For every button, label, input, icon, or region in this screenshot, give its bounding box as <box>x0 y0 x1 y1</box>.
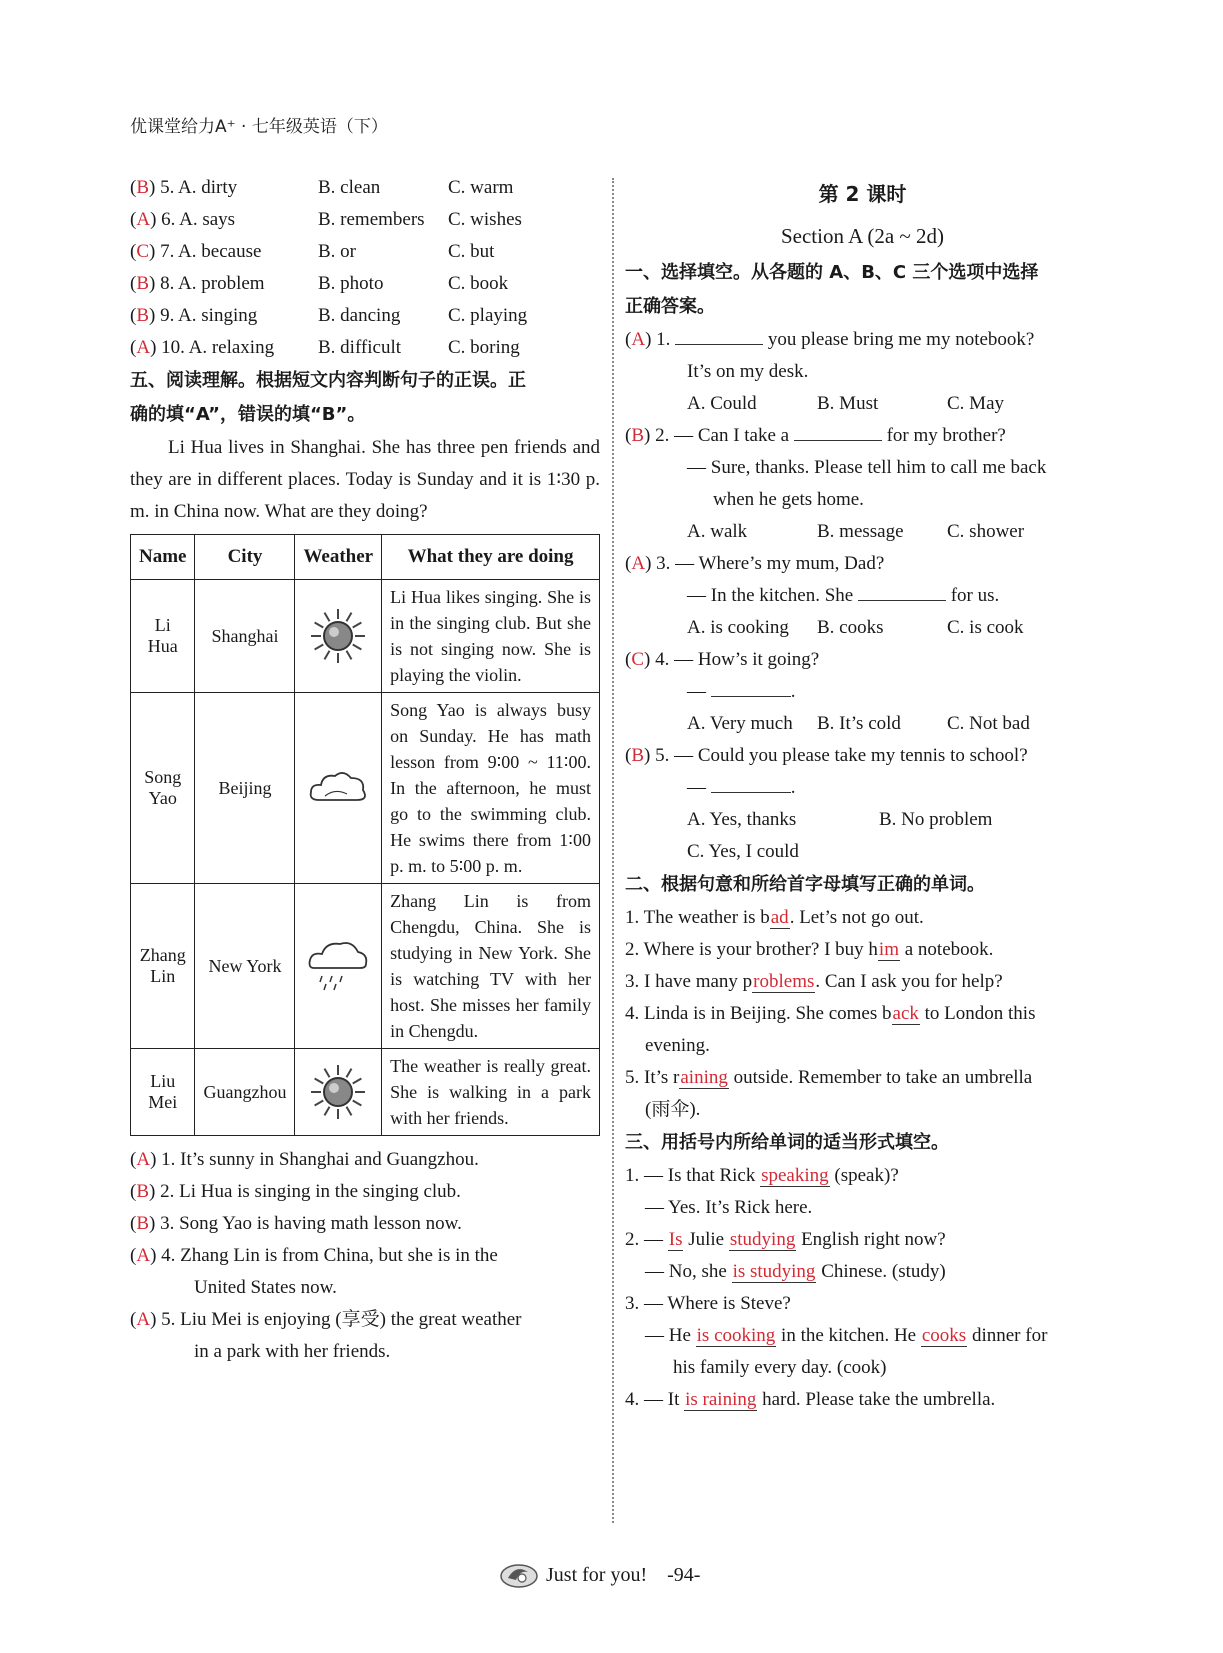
cell-city: Beijing <box>195 693 295 884</box>
answer-blank <box>711 681 791 697</box>
q1-options: A. Could B. Must C. May <box>687 393 1004 414</box>
cell-name: Liu Mei <box>131 1049 195 1136</box>
footer-slogan: Just for you! <box>546 1563 648 1586</box>
answer-blank <box>675 329 763 345</box>
sun-icon <box>303 1062 373 1122</box>
fill-4: 4. Linda is in Beijing. She comes back to London this <box>625 1003 1036 1024</box>
cell-doing: The weather is really great. She is walking in a park with her friends. <box>382 1049 600 1136</box>
cell-name: Zhang Lin <box>131 884 195 1049</box>
judgment-item: (A) 4. Zhang Lin is from China, but she is in the <box>130 1245 498 1266</box>
table-row <box>131 580 600 693</box>
section5-heading: 五、阅读理解。根据短文内容判断句子的正误。正 确的填“A”，错误的填“B”。 <box>130 370 526 425</box>
header-name: Name <box>131 535 195 580</box>
judgment-item: (A) 5. Liu Mei is enjoying (享受) the great weather <box>130 1309 522 1330</box>
q2-options: A. walk B. message C. shower <box>687 521 1025 542</box>
cell-doing: Zhang Lin is from Chengdu, China. She is studying in New York. She is watching TV with her host. She misses her family in Chengdu. <box>382 884 600 1049</box>
column-divider <box>612 178 614 1523</box>
info-table <box>130 534 600 1136</box>
right-column: 第 2 课时 Section A (2a ~ 2d) 一、选择填空。从各题的 A、B、C 三个选项中选择 正确答案。 (A) 1. you please bring me my notebook? It’s on my desk. A. Could B. Must C. May (B) 2. — Can I take a for my brother? — Sure, thanks. Please tell him to call me back when he gets home. A. walk B. message C. shower (A) 3. — Where’s my mum, Dad? — In the kitchen. She for us. A. is cooking B. cooks C. is cook (C) 4. — How’s it going? — . A. Very much B. It’s cold C. Not bad (B) 5. — Could you please take my tennis to school? — . A. Yes, thanks B. No problem C. Yes, I could 二、根据句意和所给首字母填写正确的单词。 1. The weather is bad. Let’s not go out. 2. Where is your brother? I buy him a notebook. 3. I have many problems. Can I ask you for help? 4. Linda is in Beijing. She comes back to London this evening. 5. It’s raining outside. Remember to take an umbrella (雨伞). 三、用括号内所给单词的适当形式填空。 1. — Is that Rick speaking (speak)? — Yes. It’s Rick here. 2. — Is Julie studying English right now? — No, she is studying Chinese. (study) 3. — Where is Steve? — He is cooking in the kitchen. He cooks dinner for his family every day. (cook) 4. — It is raining hard. Please take the umbrella. <box>625 172 1100 1416</box>
form-3b: — He is cooking in the kitchen. He cooks dinner for <box>645 1325 1048 1346</box>
cloud-icon <box>303 766 373 810</box>
cell-doing: Song Yao is always busy on Sunday. He has math lesson from 9∶00 ~ 11∶00. In the afternoon, he must go to the swimming club. He swims there from 1∶00 p. m. to 5∶00 p. m. <box>382 693 600 884</box>
logo-swirl-icon <box>498 1560 540 1590</box>
form-2b: — No, she is studying Chinese. (study) <box>645 1261 946 1282</box>
fill-1: 1. The weather is bad. Let’s not go out. <box>625 907 924 928</box>
section-title: Section A (2a ~ 2d) <box>780 224 944 248</box>
cell-weather <box>295 693 382 884</box>
cell-weather <box>295 580 382 693</box>
q3-options: A. is cooking B. cooks C. is cook <box>687 617 1024 638</box>
form-2a: 2. — Is Julie studying English right now? <box>625 1229 946 1250</box>
answer-blank <box>711 777 791 793</box>
cloze-choice-row: (B) 9. A. singing B. dancing C. playing <box>130 305 528 326</box>
cell-weather <box>295 884 382 1049</box>
cell-city: Shanghai <box>195 580 295 693</box>
answer-blank <box>858 585 946 601</box>
table-row <box>131 1049 600 1136</box>
fill-3: 3. I have many problems. Can I ask you for help? <box>625 971 1003 992</box>
question-1: (A) 1. you please bring me my notebook? <box>625 329 1035 350</box>
cell-name: Song Yao <box>131 693 195 884</box>
question-3: (A) 3. — Where’s my mum, Dad? <box>625 553 885 574</box>
judgment-item: (A) 1. It’s sunny in Shanghai and Guangzhou. <box>130 1149 479 1170</box>
question-5: (B) 5. — Could you please take my tennis to school? <box>625 745 1028 766</box>
sun-icon <box>303 606 373 666</box>
page-footer <box>498 1560 700 1590</box>
cloze-choice-row: (B) 5. A. dirty B. clean C. warm <box>130 177 514 198</box>
lesson-title: 第 2 课时 <box>818 182 907 206</box>
cloze-choices <box>130 172 600 364</box>
q4-options: A. Very much B. It’s cold C. Not bad <box>687 713 1030 734</box>
q5-options-ab: A. Yes, thanks B. No problem <box>687 809 993 830</box>
fill-2: 2. Where is your brother? I buy him a notebook. <box>625 939 994 960</box>
fill-5: 5. It’s raining outside. Remember to take an umbrella <box>625 1067 1033 1088</box>
cell-city: Guangzhou <box>195 1049 295 1136</box>
cell-weather <box>295 1049 382 1136</box>
page-number: -94- <box>667 1563 701 1586</box>
reading-passage: Li Hua lives in Shanghai. She has three pen friends and they are in different places. Today is Sunday and it is 1∶30 p. m. in China now. What are they doing? <box>130 437 600 522</box>
question-2: (B) 2. — Can I take a for my brother? <box>625 425 1006 446</box>
cloze-choice-row: (A) 10. A. relaxing B. difficult C. boring <box>130 337 520 358</box>
judgment-item: (B) 3. Song Yao is having math lesson now. <box>130 1213 462 1234</box>
part2-heading: 二、根据句意和所给首字母填写正确的单词。 <box>625 874 985 895</box>
table-row <box>131 693 600 884</box>
form-1a: 1. — Is that Rick speaking (speak)? <box>625 1165 899 1186</box>
rain-icon <box>303 936 373 996</box>
cloze-choice-row: (C) 7. A. because B. or C. but <box>130 241 495 262</box>
cell-doing: Li Hua likes singing. She is in the singing club. But she is not singing now. She is playing the violin. <box>382 580 600 693</box>
cell-city: New York <box>195 884 295 1049</box>
cell-name: Li Hua <box>131 580 195 693</box>
cloze-choice-row: (A) 6. A. says B. remembers C. wishes <box>130 209 522 230</box>
page-header: 优课堂给力A⁺ · 七年级英语（下） <box>130 117 388 137</box>
header-weather: Weather <box>295 535 382 580</box>
judgment-list: (A) 1. It’s sunny in Shanghai and Guangzhou. (B) 2. Li Hua is singing in the singing club. (B) 3. Song Yao is having math lesson now. (A) 4. Zhang Lin is from China, but she is in the United States now. (A) 5. Liu Mei is enjoying (享受) the great weather in a park with her friends. <box>130 1144 600 1368</box>
part1-heading: 一、选择填空。从各题的 A、B、C 三个选项中选择 正确答案。 <box>625 262 1039 317</box>
table-row <box>131 884 600 1049</box>
header-city: City <box>195 535 295 580</box>
form-4a: 4. — It is raining hard. Please take the umbrella. <box>625 1389 996 1410</box>
left-column <box>130 172 600 1368</box>
cloze-choice-row: (B) 8. A. problem B. photo C. book <box>130 273 509 294</box>
answer-blank <box>794 425 882 441</box>
judgment-item: (B) 2. Li Hua is singing in the singing club. <box>130 1181 461 1202</box>
question-4: (C) 4. — How’s it going? <box>625 649 820 670</box>
header-doing: What they are doing <box>382 535 600 580</box>
part3-heading: 三、用括号内所给单词的适当形式填空。 <box>625 1132 949 1153</box>
